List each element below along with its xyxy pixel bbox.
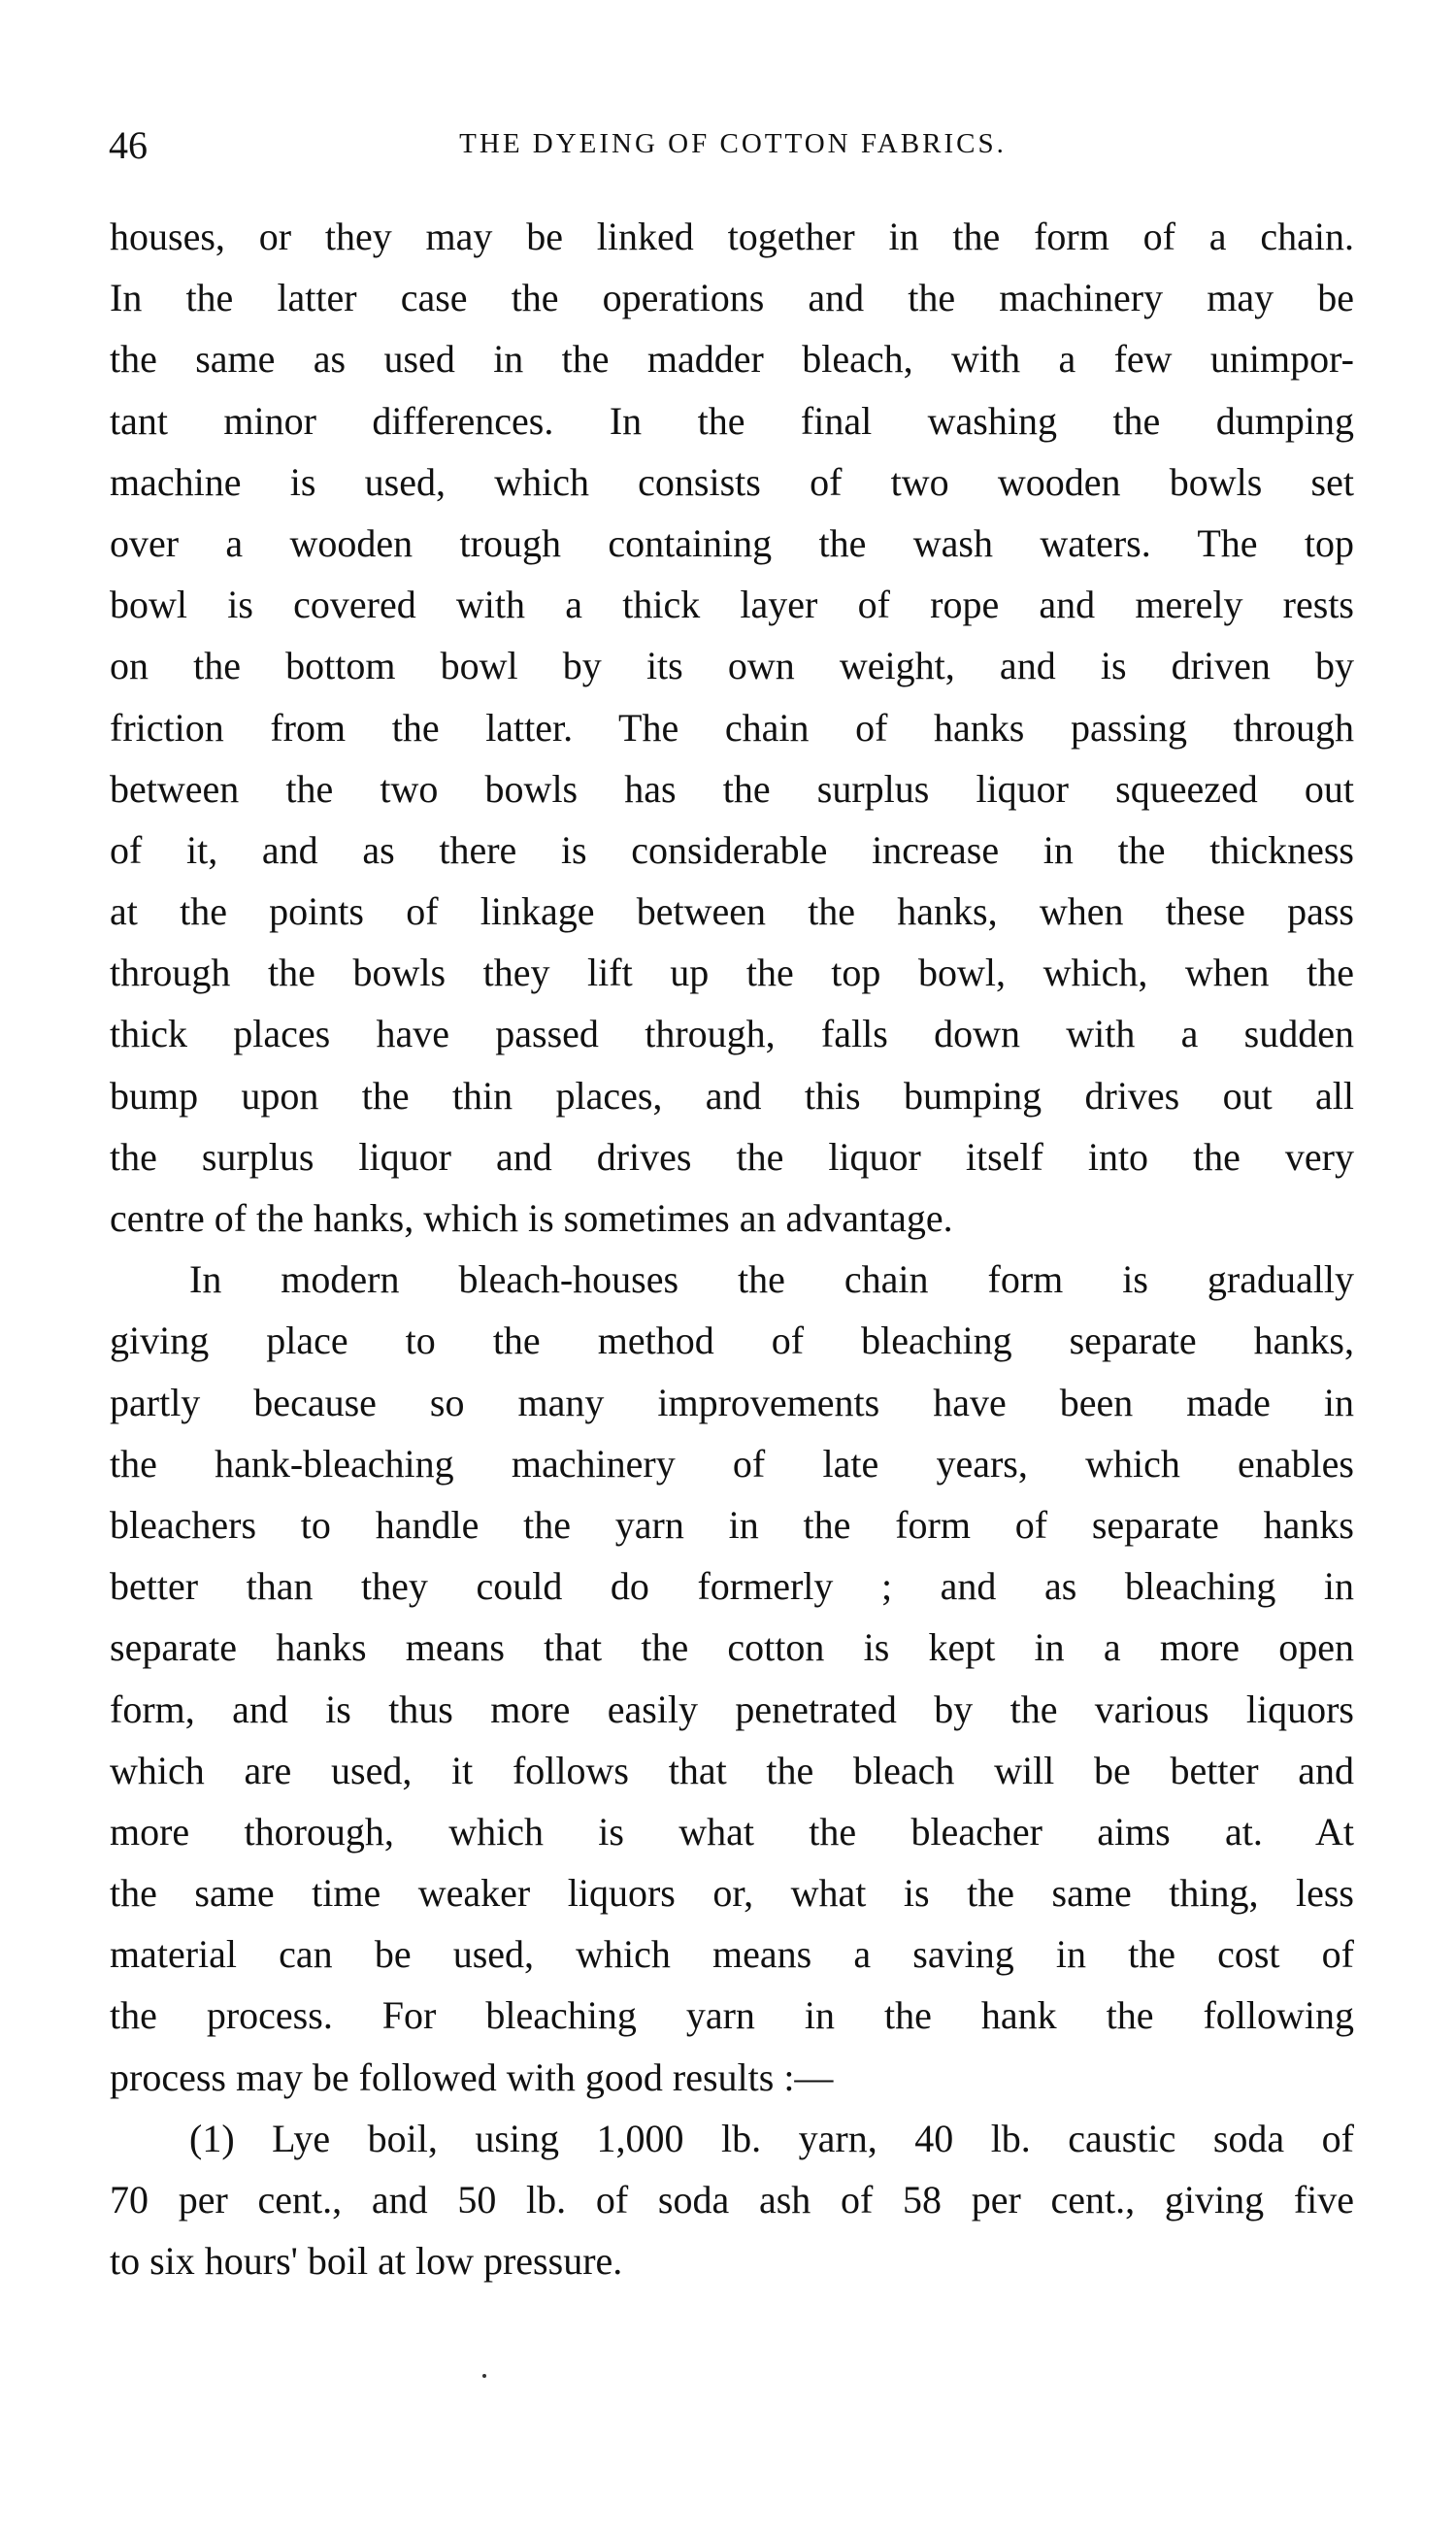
text-line: partly because so many improvements have been made in — [110, 1380, 1354, 1424]
text-line: to six hours' boil at low pressure. — [110, 2239, 623, 2284]
text-line: through the bowls they lift up the top bowl, which, when the — [110, 951, 1354, 995]
text-line: process may be followed with good results :— — [110, 2055, 834, 2099]
text-line: bleachers to handle the yarn in the form of separate hanks — [110, 1502, 1354, 1547]
text-line: bowl is covered with a thick layer of rope and merely rests — [110, 583, 1354, 627]
text-line: the surplus liquor and drives the liquor itself into the very — [110, 1134, 1354, 1179]
text-line: houses, or they may be linked together in the form of a chain. — [110, 215, 1354, 258]
text-line: between the two bowls has the surplus liquor squeezed out — [110, 766, 1354, 811]
text-line: bump upon the thin places, and this bumping drives out all — [110, 1073, 1354, 1118]
text-line: the hank-bleaching machinery of late years, which enables — [110, 1441, 1354, 1486]
print-speck — [482, 2374, 486, 2378]
text-line: material can be used, which means a saving in the cost of — [110, 1932, 1354, 1977]
text-line: separate hanks means that the cotton is kept in a more open — [110, 1625, 1354, 1670]
paragraph — [110, 1249, 1354, 2108]
page-number: 46 — [109, 123, 148, 167]
text-line: more thorough, which is what the bleacher aims at. At — [110, 1809, 1354, 1854]
text-line: centre of the hanks, which is sometimes an advantage. — [110, 1196, 953, 1240]
text-line: In the latter case the operations and the machinery may be — [110, 276, 1354, 320]
text-line: tant minor differences. In the final washing the dumping — [110, 398, 1354, 443]
text-line: the process. For bleaching yarn in the hank the following — [110, 1993, 1354, 2038]
text-line: machine is used, which consists of two wooden bowls set — [110, 459, 1354, 504]
text-line: of it, and as there is considerable increase in the thickness — [110, 827, 1354, 872]
page-body — [110, 206, 1354, 2291]
text-line: better than they could do formerly ; and as bleaching in — [110, 1564, 1354, 1609]
paragraph — [110, 206, 1354, 1249]
text-line: on the bottom bowl by its own weight, and is driven by — [110, 644, 1354, 688]
text-line: friction from the latter. The chain of hanks passing through — [110, 705, 1354, 750]
text-line: at the points of linkage between the hanks, when these pass — [110, 889, 1354, 934]
text-line: giving place to the method of bleaching separate hanks, — [110, 1319, 1354, 1363]
text-line: (1) Lye boil, using 1,000 lb. yarn, 40 lb. caustic soda of — [189, 2116, 1354, 2160]
paragraph — [110, 2108, 1354, 2292]
text-line: form, and is thus more easily penetrated by the various liquors — [110, 1687, 1354, 1731]
running-title: THE DYEING OF COTTON FABRICS. — [459, 128, 1007, 159]
text-line: 70 per cent., and 50 lb. of soda ash of 58 per cent., giving five — [110, 2178, 1354, 2222]
text-line: the same time weaker liquors or, what is the same thing, less — [110, 1871, 1354, 1916]
text-line: over a wooden trough containing the wash waters. The top — [110, 520, 1354, 565]
text-line: the same as used in the madder bleach, with a few unimpor- — [110, 337, 1354, 382]
text-line: In modern bleach-houses the chain form is gradually — [189, 1257, 1354, 1302]
text-line: which are used, it follows that the bleach will be better and — [110, 1748, 1354, 1792]
text-line: thick places have passed through, falls down with a sudden — [110, 1012, 1354, 1056]
